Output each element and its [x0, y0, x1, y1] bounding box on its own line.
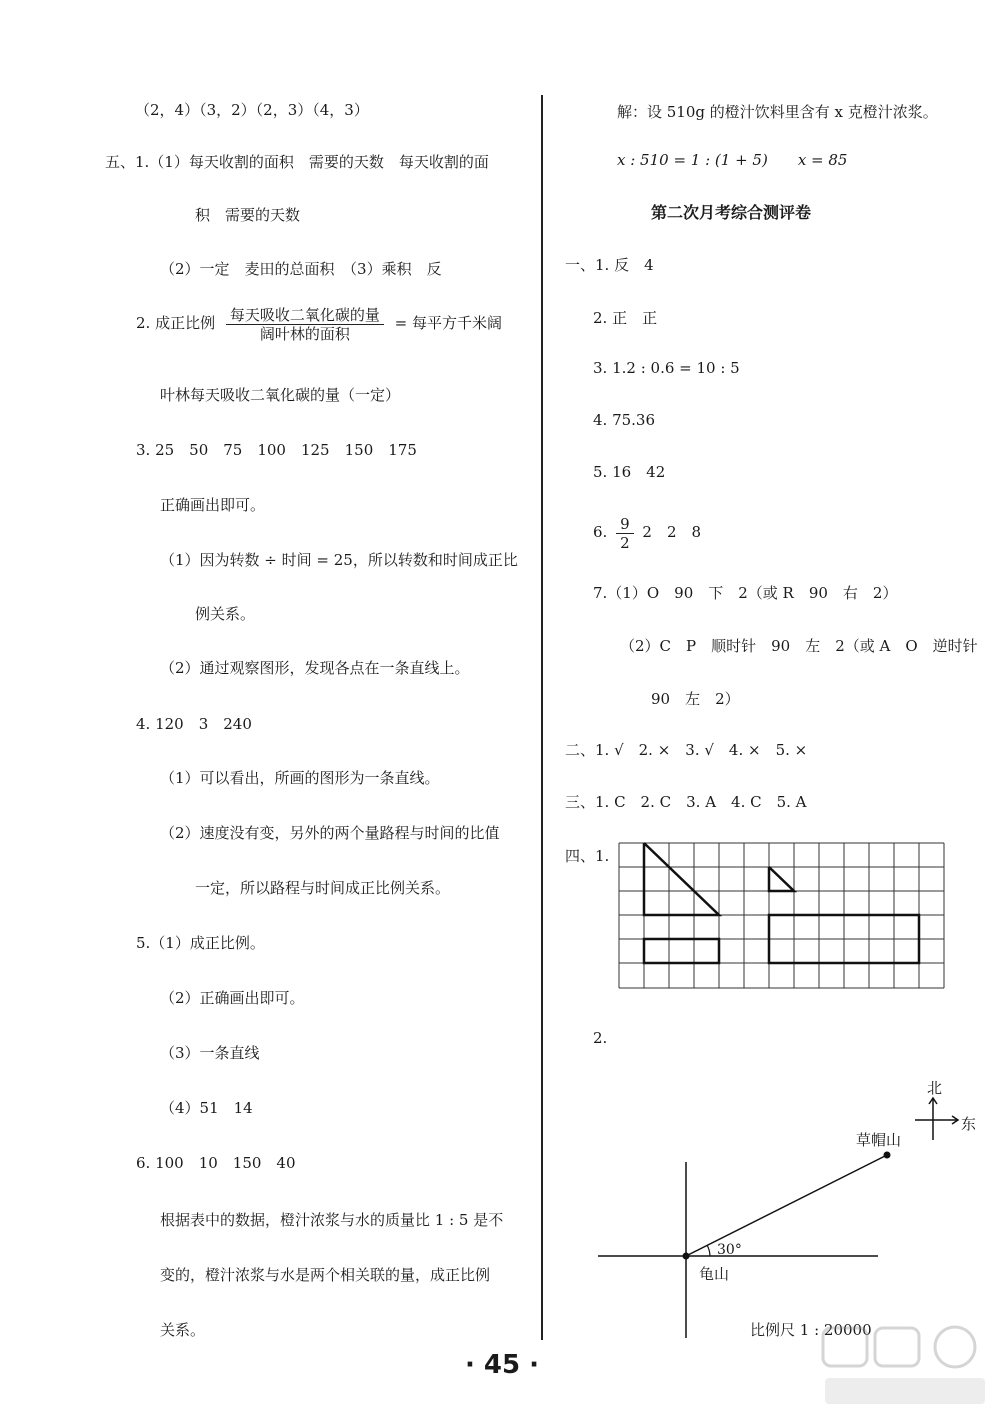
answer-line: 四、1.	[565, 847, 610, 865]
mountain-point	[884, 1152, 891, 1159]
grid-figure	[618, 842, 948, 992]
answer-line: x : 510 = 1 : (1 + 5) x = 85	[617, 151, 848, 169]
answer-line: 五、1.（1）每天收割的面积 需要的天数 每天收割的面	[105, 153, 489, 171]
answer-line: （2）一定 麦田的总面积 （3）乘积 反	[160, 260, 442, 278]
answer-suffix: = 每平方千米阔	[394, 314, 503, 332]
answer-line: （4）51 14	[160, 1099, 253, 1117]
answer-line: 叶林每天吸收二氧化碳的量（一定）	[160, 386, 401, 404]
page-number: · 45 ·	[465, 1350, 540, 1380]
answer-line: （2）通过观察图形，发现各点在一条直线上。	[160, 659, 470, 677]
answer-line: 二、1. √ 2. × 3. √ 4. × 5. ×	[565, 741, 808, 759]
answer-suffix: 2 2 8	[642, 523, 702, 541]
watermark-logo	[815, 1322, 995, 1412]
origin-point	[683, 1253, 690, 1260]
answer-line: 2.	[593, 1029, 608, 1047]
map-figure	[590, 1070, 990, 1340]
fraction-denominator: 2	[620, 533, 630, 552]
answer-line: 5.（1）成正比例。	[136, 934, 265, 952]
fraction	[616, 515, 634, 552]
answer-line: 根据表中的数据，橙汁浓浆与水的质量比 1 : 5 是不	[160, 1211, 504, 1229]
answer-line: （2）C P 顺时针 90 左 2（或 A O 逆时针	[620, 637, 978, 655]
answer-line: 7.（1）O 90 下 2（或 R 90 右 2）	[593, 584, 898, 602]
fraction-denominator: 阔叶林的面积	[259, 324, 350, 343]
answer-line: （1）因为转数 ÷ 时间 = 25，所以转数和时间成正比	[160, 551, 518, 569]
answer-line: 例关系。	[195, 605, 256, 623]
answer-line: （2，4）（3，2）（2，3）（4，3）	[135, 101, 369, 119]
scale-label: 比例尺 1 : 20000	[750, 1321, 872, 1339]
column-divider	[541, 95, 543, 1340]
ratio-answer	[136, 304, 502, 343]
answer-line: 三、1. C 2. C 3. A 4. C 5. A	[565, 793, 807, 811]
answer-line: 关系。	[160, 1321, 206, 1339]
answer-line: 3. 25 50 75 100 125 150 175	[136, 441, 417, 459]
answer-prefix: 6.	[593, 523, 608, 541]
answer-line: （3）一条直线	[160, 1044, 260, 1062]
mountain-label: 草帽山	[856, 1131, 902, 1149]
answer-line: （2）正确画出即可。	[160, 989, 305, 1007]
answer-line: 变的，橙汁浓浆与水是两个相关联的量，成正比例	[160, 1266, 491, 1284]
answer-line: 一定，所以路程与时间成正比例关系。	[195, 879, 451, 897]
answer-line: （2）速度没有变，另外的两个量路程与时间的比值	[160, 824, 500, 842]
answer-line: 积 需要的天数	[195, 206, 301, 224]
compass-north-label: 北	[927, 1079, 943, 1097]
answer-line: 4. 120 3 240	[136, 715, 252, 733]
answer-line: 5. 16 42	[593, 463, 666, 481]
answer-line: 正确画出即可。	[160, 496, 266, 514]
answer-line: 2. 正 正	[593, 309, 658, 327]
origin-label: 龟山	[699, 1265, 730, 1283]
answer-line: 解：设 510g 的橙汁饮料里含有 x 克橙汁浓浆。	[617, 103, 938, 121]
answer-line: 90 左 2）	[651, 690, 740, 708]
answer-line: 一、1. 反 4	[565, 256, 654, 274]
fraction-answer	[593, 512, 701, 552]
compass-east-label: 东	[961, 1115, 977, 1133]
fraction-numerator: 每天吸收二氧化碳的量	[226, 306, 384, 325]
fraction-numerator: 9	[616, 515, 634, 534]
answer-line: 4. 75.36	[593, 411, 656, 429]
answer-prefix: 2. 成正比例	[136, 314, 216, 332]
answer-line: 3. 1.2 : 0.6 = 10 : 5	[593, 359, 740, 377]
answer-line: 6. 100 10 150 40	[136, 1154, 296, 1172]
fraction	[226, 306, 384, 343]
answer-line: （1）可以看出，所画的图形为一条直线。	[160, 769, 440, 787]
section-title: 第二次月考综合测评卷	[651, 203, 812, 222]
angle-label: 30°	[717, 1242, 742, 1258]
